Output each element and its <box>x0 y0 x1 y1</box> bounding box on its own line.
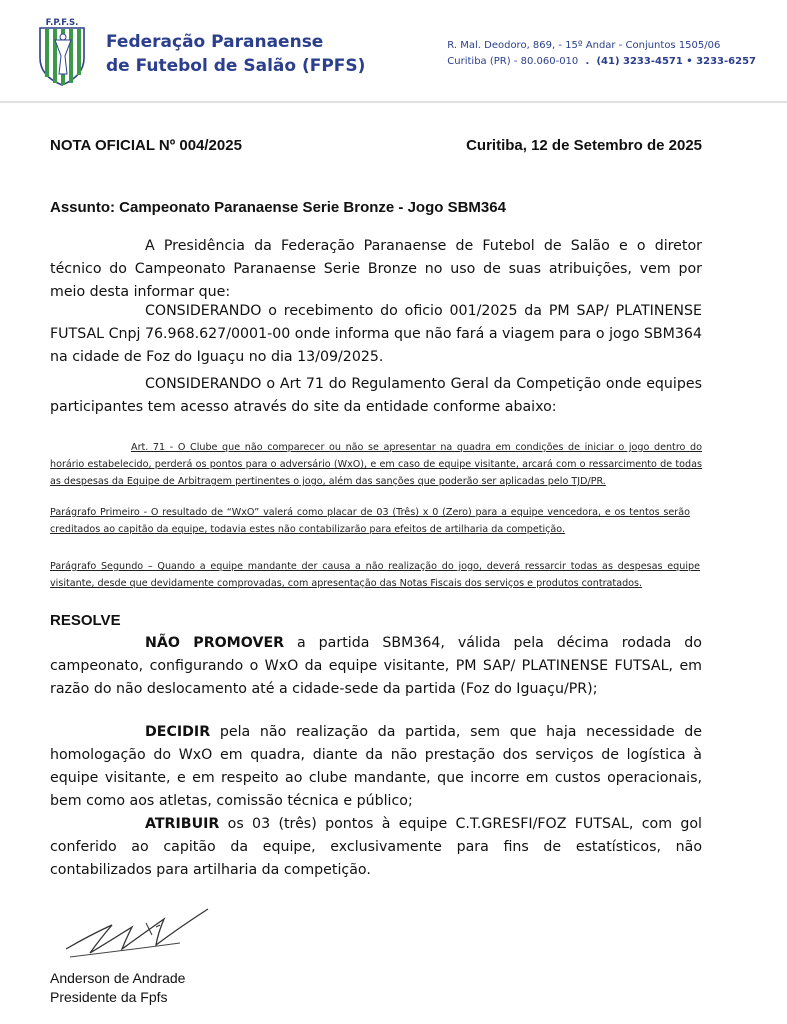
org-line-2: de Futebol de Salão (FPFS) <box>106 56 366 76</box>
article-71-quote: Art. 71 - O Clube que não comparecer ou não se apresentar na quadra em condições de iniciar o jogo dentro do horário estabelecido, perderá os pontos para o adversário (WxO), e em caso de equipe visitante, arcará com o ressarcimento de todas as despesas da Equipe de Arbitragem pertinentes o jogo, além das sanções que poderão ser aplicadas pelo TJD/PR. <box>50 442 702 487</box>
considering-paragraph-1: CONSIDERANDO o recebimento do oficio 001/2025 da PM SAP/ PLATINENSE FUTSAL Cnpj 76.968.627/0001-00 onde informa que não fará a viagem para o jogo SBM364 na cidade de Foz do Iguaçu no dia 13/09/2025. <box>50 303 702 365</box>
paragraph-segundo-quote: Parágrafo Segundo – Quando a equipe mandante der causa a não realização do jogo, deverá ressarcir todas as despesas equipe visitante, desde que devidamente comprovadas, com apresentação das Notas Fiscais dos serviços e produtos contratados. <box>50 561 700 589</box>
contact-block <box>447 38 756 70</box>
resolution-1-verb: NÃO PROMOVER <box>145 635 285 651</box>
resolution-1-text: a partida SBM364, válida pela décima rodada do campeonato, configurando o WxO da equipe visitante, PM SAP/ PLATINENSE FUTSAL, em razão do não deslocamento até a cidade-sede da partida (Foz do Iguaçu/PR); <box>50 635 702 697</box>
city-zip: Curitiba (PR) - 80.060-010 <box>447 56 579 67</box>
fpfs-shield-logo-icon <box>37 16 87 86</box>
handwritten-signature-icon <box>60 905 220 965</box>
signatory-title: Presidente da Fpfs <box>50 989 168 1005</box>
organization-name <box>106 30 365 78</box>
resolution-2 <box>50 721 702 813</box>
letterhead <box>0 0 787 100</box>
note-number: NOTA OFICIAL Nº 004/2025 <box>50 137 242 154</box>
signatory-name: Anderson de Andrade <box>50 970 186 986</box>
resolution-2-text: pela não realização da partida, sem que haja necessidade de homologação do WxO em quadra, diante da não prestação dos serviços de logística à equipe visitante, e em respeito ao clube mandante, que incorre em custos operacionais, bem como aos atletas, comissão técnica e público; <box>50 724 702 809</box>
considering-paragraph-2: CONSIDERANDO o Art 71 do Regulamento Geral da Competição onde equipes participantes tem acesso através do site da entidade conforme abaixo: <box>50 376 702 415</box>
phone-numbers: (41) 3233-4571 • 3233-6257 <box>596 56 756 67</box>
header-divider <box>0 101 787 103</box>
org-line-1: Federação Paranaense <box>106 32 324 52</box>
resolution-1 <box>50 632 702 701</box>
resolve-heading: RESOLVE <box>50 612 121 629</box>
subject-line: Assunto: Campeonato Paranaense Serie Bronze - Jogo SBM364 <box>50 199 506 216</box>
address-line-1: R. Mal. Deodoro, 869, - 15º Andar - Conjuntos 1505/06 <box>447 40 721 51</box>
signatory <box>50 969 185 1007</box>
resolution-3 <box>50 813 702 882</box>
intro-paragraph: A Presidência da Federação Paranaense de Futebol de Salão e o diretor técnico do Campeonato Paranaense Serie Bronze no uso de suas atribuições, vem por meio desta informar que: <box>50 238 702 300</box>
svg-text:F.P.F.S.: F.P.F.S. <box>45 18 79 28</box>
paragraph-primeiro-quote: Parágrafo Primeiro - O resultado de “WxO” valerá como placar de 03 (Três) x 0 (Zero) para a equipe vencedora, e os tentos serão creditados ao capitão da equipe, todavia estes não contabilizarão para efeitos de artilharia da competição. <box>50 507 690 535</box>
resolution-3-text: os 03 (três) pontos à equipe C.T.GRESFI/FOZ FUTSAL, com gol conferido ao capitão da equipe, exclusivamente para fins de estatísticos, não contabilizados para artilharia da competição. <box>50 816 702 878</box>
place-date: Curitiba, 12 de Setembro de 2025 <box>466 137 702 154</box>
address-line-2 <box>447 54 756 70</box>
resolution-3-verb: ATRIBUIR <box>145 816 220 832</box>
separator: . <box>585 56 590 67</box>
resolution-2-verb: DECIDIR <box>145 724 211 740</box>
